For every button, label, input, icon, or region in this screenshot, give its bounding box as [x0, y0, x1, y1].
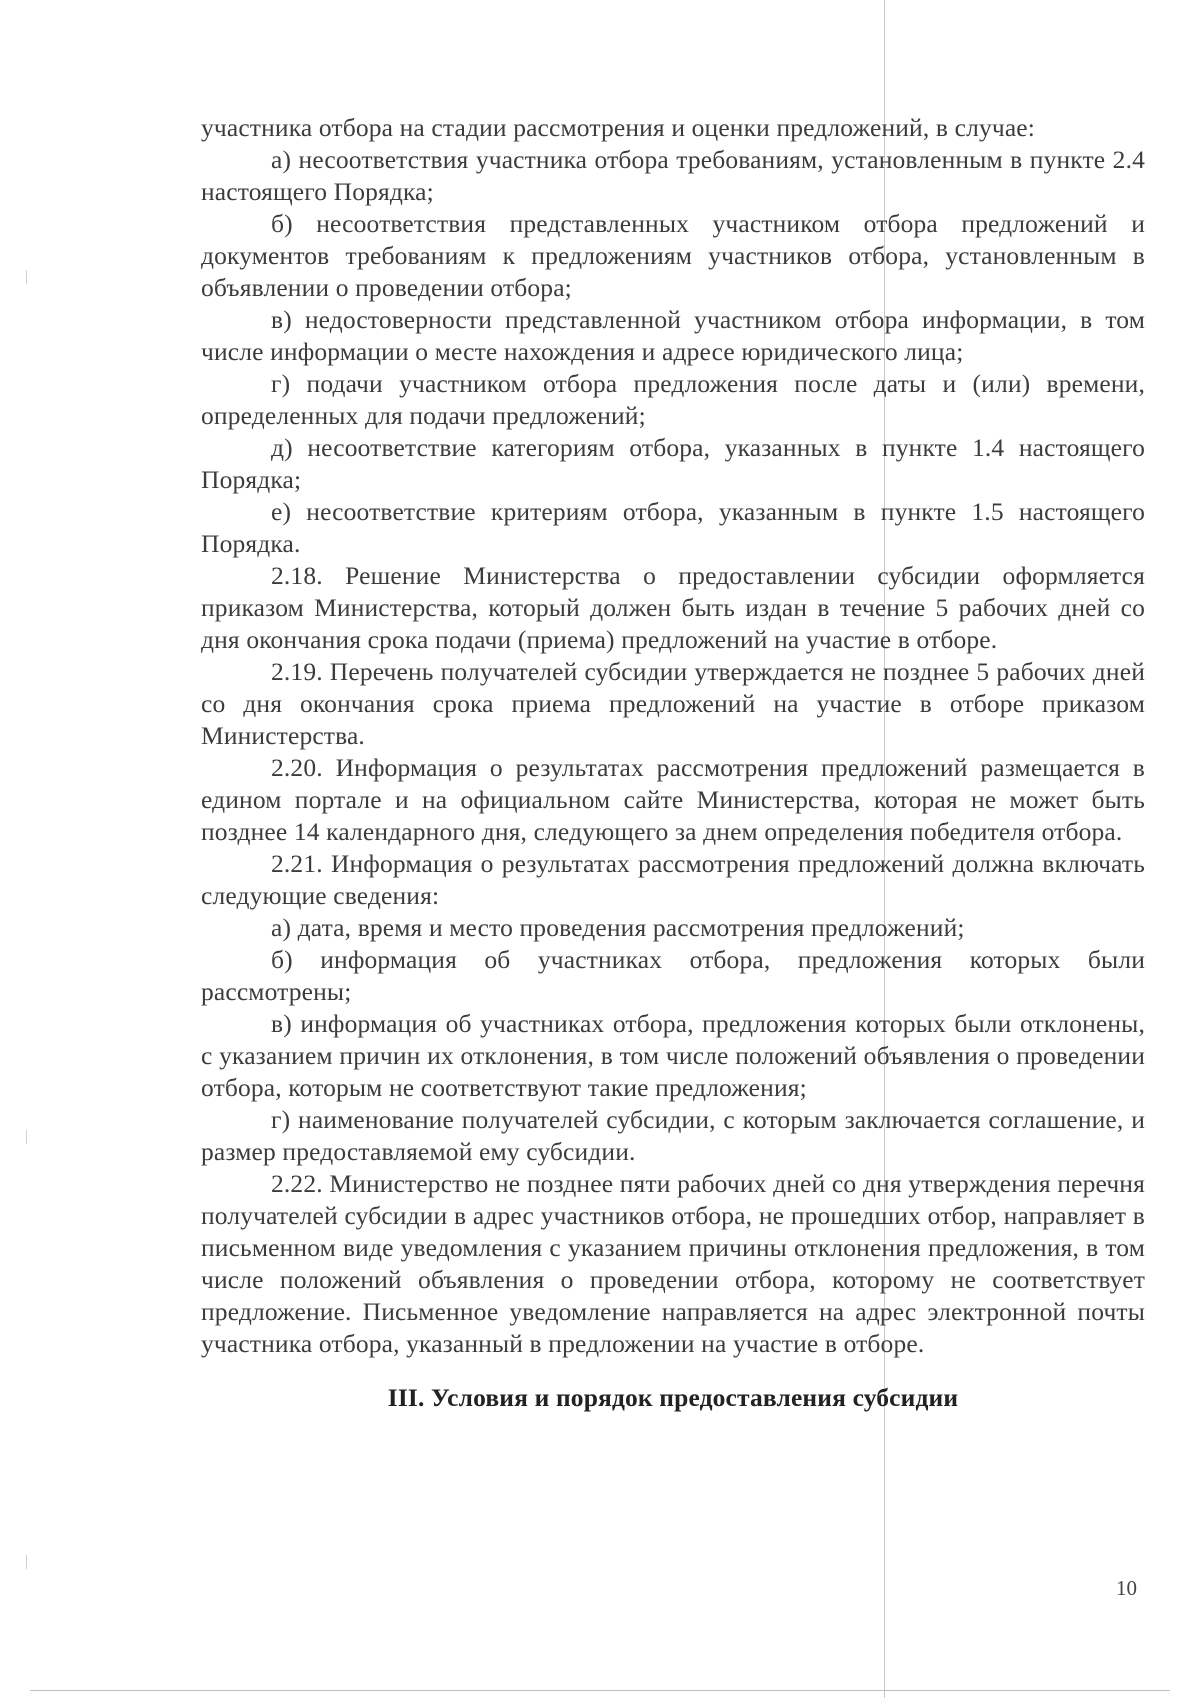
paragraph-item-v: в) недостоверности представленной участником отбора информации, в том числе информации о месте нахождения и адресе юридического лица;: [201, 305, 1145, 366]
paragraph-2-21-item-b: б) информация об участниках отбора, предложения которых были рассмотрены;: [201, 945, 1145, 1006]
paragraph-2-19: 2.19. Перечень получателей субсидии утверждается не позднее 5 рабочих дней со дня окончания срока приема предложений на участие в отборе приказом Министерства.: [201, 657, 1145, 750]
paragraph-item-e: е) несоответствие критериям отбора, указанным в пункте 1.5 настоящего Порядка.: [201, 497, 1145, 558]
paragraph-2-22: 2.22. Министерство не позднее пяти рабочих дней со дня утверждения перечня получателей субсидии в адрес участников отбора, не прошедших отбор, направляет в письменном виде уведомления с указанием причины отклонения предложения, в том числе положений объявления о проведении отбора, которому не соответствует предложение. Письменное уведомление направляется на адрес электронной почты участника отбора, указанный в предложении на участие в отборе.: [201, 1169, 1145, 1358]
paragraph-item-g: г) подачи участником отбора предложения после даты и (или) времени, определенных для подачи предложений;: [201, 369, 1145, 430]
paragraph-2-21-item-a: а) дата, время и место проведения рассмотрения предложений;: [271, 913, 965, 942]
paragraph-2-21: 2.21. Информация о результатах рассмотрения предложений должна включать следующие сведения:: [201, 849, 1145, 910]
scan-bottom-edge: [30, 1690, 1170, 1691]
paragraph-2-18: 2.18. Решение Министерства о предоставлении субсидии оформляется приказом Министерства, который должен быть издан в течение 5 рабочих дней со дня окончания срока подачи (приема) предложений на участие в отборе.: [201, 561, 1145, 654]
paragraph-2-20: 2.20. Информация о результатах рассмотрения предложений размещается в едином портале и на официальном сайте Министерства, которая не может быть позднее 14 календарного дня, следующего за днем определения победителя отбора.: [201, 753, 1145, 846]
scan-edge-mark: [26, 270, 27, 284]
document-body: [201, 112, 1145, 1414]
paragraph-continuation: участника отбора на стадии рассмотрения и оценки предложений, в случае:: [201, 113, 1035, 142]
paragraph-2-21-item-v: в) информация об участниках отбора, предложения которых были отклонены, с указанием причин их отклонения, в том числе положений объявления о проведении отбора, которым не соответствуют такие предложения;: [201, 1009, 1145, 1102]
paragraph-item-d: д) несоответствие категориям отбора, указанных в пункте 1.4 настоящего Порядка;: [201, 433, 1145, 494]
paragraph-item-b: б) несоответствия представленных участником отбора предложений и документов требованиям к предложениям участников отбора, установленным в объявлении о проведении отбора;: [201, 209, 1145, 302]
scan-edge-mark: [26, 1130, 27, 1144]
page-number: 10: [1116, 1576, 1137, 1600]
scan-edge-mark: [26, 1555, 27, 1569]
paragraph-item-a: а) несоответствия участника отбора требованиям, установленным в пункте 2.4 настоящего Порядка;: [201, 145, 1145, 206]
paragraph-2-21-item-g: г) наименование получателей субсидии, с которым заключается соглашение, и размер предоставляемой ему субсидии.: [201, 1105, 1145, 1166]
section-heading: III. Условия и порядок предоставления субсидии: [387, 1383, 959, 1412]
